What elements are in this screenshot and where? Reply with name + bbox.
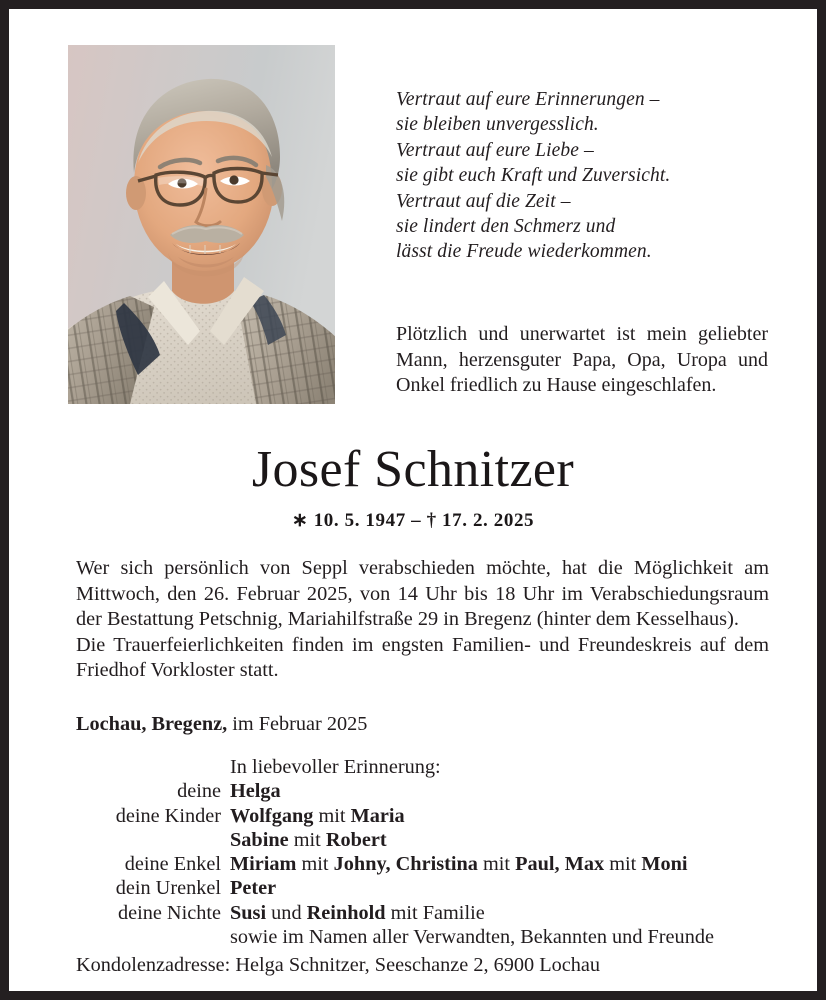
notice-month: im Februar 2025 [227,713,368,735]
farewell-paragraph: Wer sich persönlich von Seppl verabschieden möchte, hat die Möglichkeit am Mittwoch, den 26. Februar 2025, von 14 Uhr bis 18 Uhr im Verabschiedungsraum der Bestattung Petschnig, Mariahilfstraße 29 in Bregenz (hinter dem Kesselhaus). [76,557,769,631]
place-date-line [76,712,367,737]
announcement-text: Plötzlich und unerwartet ist mein geliebter Mann, herzensguter Papa, Opa, Uropa und Onkel friedlich zu Hause eingeschlafen. [396,323,768,396]
family-list-heading: In liebevoller Erinnerung: [230,756,441,778]
family-row [76,901,776,925]
family-relation: deine Kinder [115,804,221,827]
family-names: Helga [230,780,281,803]
family-names: Sabine mit Robert [230,828,387,851]
poem-line: sie lindert den Schmerz und [396,216,616,238]
family-names: Susi und Reinhold mit Familie [230,901,485,924]
deceased-name: Josef Schnitzer [251,441,575,498]
family-row [76,876,776,900]
family-names: Wolfgang mit Maria [230,804,405,827]
ceremony-paragraph: Die Trauerfeierlichkeiten finden im engsten Familien- und Freundeskreis auf dem Friedhof Vorkloster statt. [76,633,769,682]
poem-line: Vertraut auf die Zeit – [396,190,571,212]
family-row [76,852,776,876]
notice-page [9,9,817,991]
poem-line: lässt die Freude wiederkommen. [396,241,652,263]
portrait-photo-image [68,45,335,404]
poem-line: Vertraut auf eure Erinnerungen – [396,89,660,110]
family-relation: deine Enkel [124,853,221,876]
deceased-life-dates: ∗ 10. 5. 1947 – † 17. 2. 2025 [291,510,535,531]
family-names: Miriam mit Johny, Christina mit Paul, Max mit Moni [230,853,688,876]
condolence-address: Kondolenzadresse: Helga Schnitzer, Seeschanze 2, 6900 Lochau [76,954,601,976]
family-relation: dein Urenkel [115,877,221,900]
funeral-details [76,556,769,684]
poem-line: sie bleiben unvergesslich. [396,114,599,136]
family-list [76,755,776,949]
family-relation: deine [177,780,221,803]
family-row [76,828,776,852]
place-names: Lochau, Bregenz, [76,713,228,735]
announcement-paragraph [396,322,768,399]
memorial-poem [396,87,786,265]
poem-line: sie gibt euch Kraft und Zuversicht. [396,165,671,187]
family-row [76,925,776,949]
family-list-heading-row [76,755,776,779]
family-relation: deine Nichte [117,901,221,924]
family-row [76,779,776,803]
family-names: Peter [230,877,277,900]
family-row [76,804,776,828]
portrait-photo [68,45,335,404]
poem-line: Vertraut auf eure Liebe – [396,139,594,161]
family-names: sowie im Namen aller Verwandten, Bekannten und Freunde [230,926,714,949]
